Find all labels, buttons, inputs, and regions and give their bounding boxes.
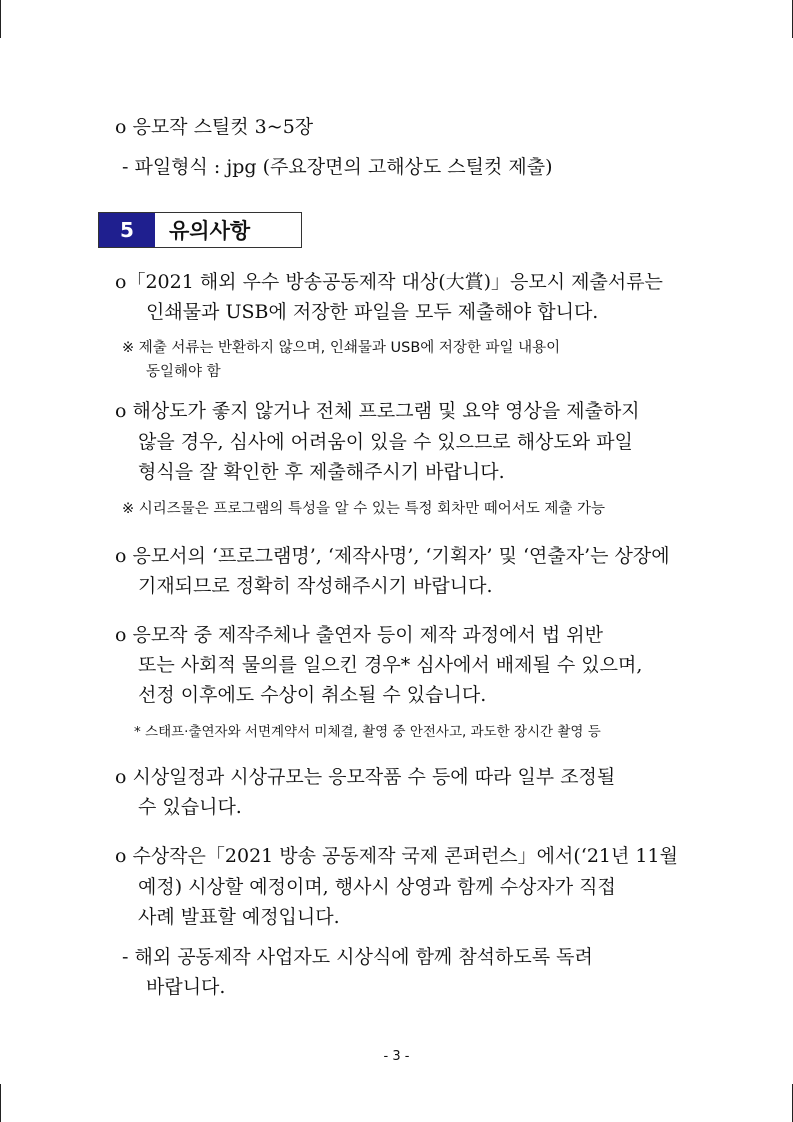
- para-line: o 응모작 중 제작주체나 출연자 등이 제작 과정에서 법 위반: [115, 624, 603, 646]
- note-line: 동일해야 함: [146, 364, 221, 380]
- para-line: 바랍니다.: [146, 976, 226, 998]
- page-number: - 3 -: [383, 1049, 410, 1064]
- para-line: o 응모서의 ‘프로그램명’, ‘제작사명’, ‘기획자’ 및 ‘연출자’는 상장에: [115, 545, 670, 567]
- note-line: ※ 제출 서류는 반환하지 않으며, 인쇄물과 USB에 저장한 파일 내용이: [122, 340, 561, 356]
- para-line: 사례 발표할 예정입니다.: [138, 906, 340, 928]
- para-line: 인쇄물과 USB에 저장한 파일을 모두 제출해야 합니다.: [146, 301, 599, 323]
- item-file-format: - 파일형식 : jpg (주요장면의 고해상도 스틸컷 제출): [122, 156, 553, 178]
- para-line: o 해상도가 좋지 않거나 전체 프로그램 및 요약 영상을 제출하지: [115, 400, 640, 422]
- para-line: 형식을 잘 확인한 후 제출해주시기 바랍니다.: [138, 461, 505, 483]
- corner-mark-top-left-v: [0, 0, 1, 38]
- note-line: ※ 시리즈물은 프로그램의 특성을 알 수 있는 특정 회차만 떼어서도 제출 가능: [122, 501, 606, 517]
- para-line: o 수상작은「2021 방송 공동제작 국제 콘퍼런스」에서(‘21년 11월: [115, 845, 678, 867]
- para-line: 또는 사회적 물의를 일으킨 경우* 심사에서 배제될 수 있으며,: [138, 654, 643, 676]
- para-line: o 시상일정과 시상규모는 응모작품 수 등에 따라 일부 조정될: [115, 766, 616, 788]
- item-stills: o 응모작 스틸컷 3~5장: [115, 116, 314, 138]
- section-header: [98, 212, 302, 248]
- corner-mark-bottom-left-v: [0, 1084, 1, 1122]
- para-line: 않을 경우, 심사에 어려움이 있을 수 있으므로 해상도와 파일: [138, 431, 633, 453]
- para-line: 예정) 시상할 예정이며, 행사시 상영과 함께 수상자가 직접: [138, 876, 616, 898]
- para-line: - 해외 공동제작 사업자도 시상식에 함께 참석하도록 독려: [122, 946, 593, 968]
- section-number: 5: [99, 213, 155, 247]
- para-line: 기재되므로 정확히 작성해주시기 바랍니다.: [138, 575, 493, 597]
- footnote-line: * 스태프·출연자와 서면계약서 미체결, 촬영 중 안전사고, 과도한 장시간 촬영 등: [134, 724, 601, 740]
- section-title: 유의사항: [169, 219, 251, 243]
- para-line: o「2021 해외 우수 방송공동제작 대상(大賞)」응모시 제출서류는: [115, 271, 663, 293]
- para-line: 수 있습니다.: [138, 796, 242, 818]
- para-line: 선정 이후에도 수상이 취소될 수 있습니다.: [138, 684, 487, 706]
